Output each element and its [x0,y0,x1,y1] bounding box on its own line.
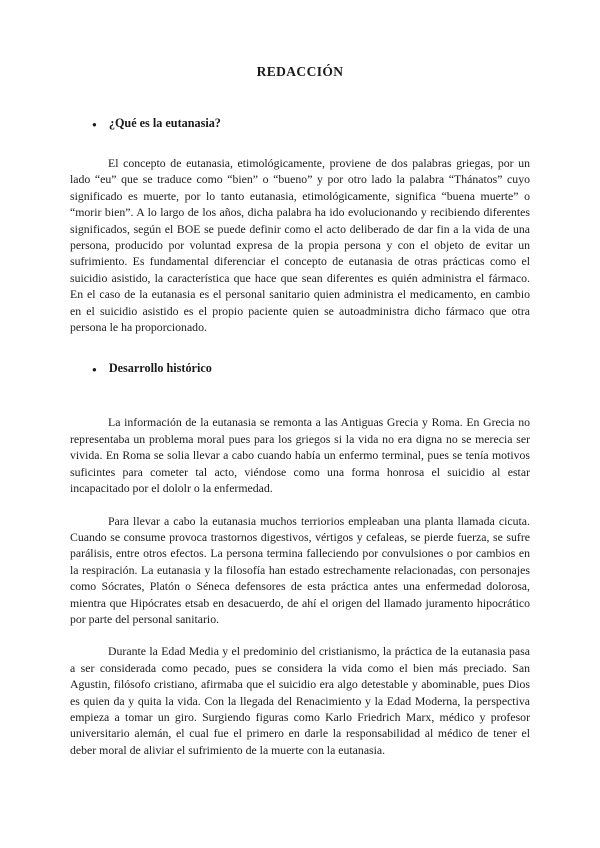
section-heading: ¿Qué es la eutanasia? [108,116,221,130]
section-que-es-la-eutanasia [70,116,530,335]
section-heading: Desarrollo histórico [108,361,212,376]
paragraph: Para llevar a cabo la eutanasia muchos terriorios empleaban una planta llamada cicuta. Cuando se consume provoca trastornos digestivos, vértigos y cefaleas, se pierde fuerza, se sufre parálisis, entre otros efectos. La persona termina falleciendo por convulsiones o por cambios en la respiración. La eutanasia y la filosofía han estado estrechamente relacionadas, con personajes como Sócrates, Platón o Séneca defensores de esta práctica antes una enfermedad dolorosa, mientra que Hipócrates etsab en desacuerdo, de ahí el origen del llamado juramento hipocrático por parte del personal sanitario. [70,513,530,626]
paragraph: El concepto de eutanasia, etimológicamente, proviene de dos palabras griegas, por un lado “eu” que se traduce como “bien” o “bueno” y por otro lado la palabra “Thánatos” cuyo significado es muerte, por lo tanto eutanasia, etimológicamente, significa “buena muerte” o “morir bien”. A lo largo de los años, dicha palabra ha ido evolucionando y recibiendo diferentes significados, según el BOE se puede definir como el acto deliberado de dar fin a la vida de una persona, producido por voluntad expresa de la propia persona y con el objeto de evitar un sufrimiento. Es fundamental diferenciar el concepto de eutanasia de otras prácticas como el suicidio asistido, la característica que hace que sean diferentes es quién administra el fármaco. En el caso de la eutanasia es el personal sanitario quien administra el medicamento, en cambio en el suicidio asistido es el propio paciente quien se autoadministra dicho fármaco que otra persona le ha proporcionado. [70,156,530,335]
bullet-icon: ● [92,364,97,374]
section-heading-row [70,116,530,131]
section-heading-row [70,361,530,376]
document-title: REDACCIÓN [256,64,344,79]
section-desarrollo-historico [70,361,530,758]
bullet-icon: ● [92,119,97,129]
paragraph: La información de la eutanasia se remonta a las Antiguas Grecia y Roma. En Grecia no representaba un problema moral pues para los griegos si la vida no era digna no se merecia ser vivida. En Roma se solia llevar a cabo cuando había un enfermo terminal, pues se tenía motivos suficintes para cometer tal acto, viéndose como una forma honrosa el suicidio al estar incapacitado por el dololr o la enfermedad. [70,415,530,496]
paragraph: Durante la Edad Media y el predominio del cristianismo, la práctica de la eutanasia pasa a ser considerada como pecado, pues se considera la vida como el bien más preciado. San Agustin, filósofo cristiano, afirmaba que el suicidio era algo detestable y abominable, pues Dios es quien da y quita la vida. Con la llegada del Renacimiento y la Edad Moderna, la perspectiva empieza a tomar un giro. Surgiendo figuras como Karlo Friedrich Marx, médico y profesor universitario alemán, el cual fue el primero en darle la responsabilidad al médico de tener el deber moral de aliviar el sufrimiento de la muerte con la eutanasia. [70,644,530,757]
